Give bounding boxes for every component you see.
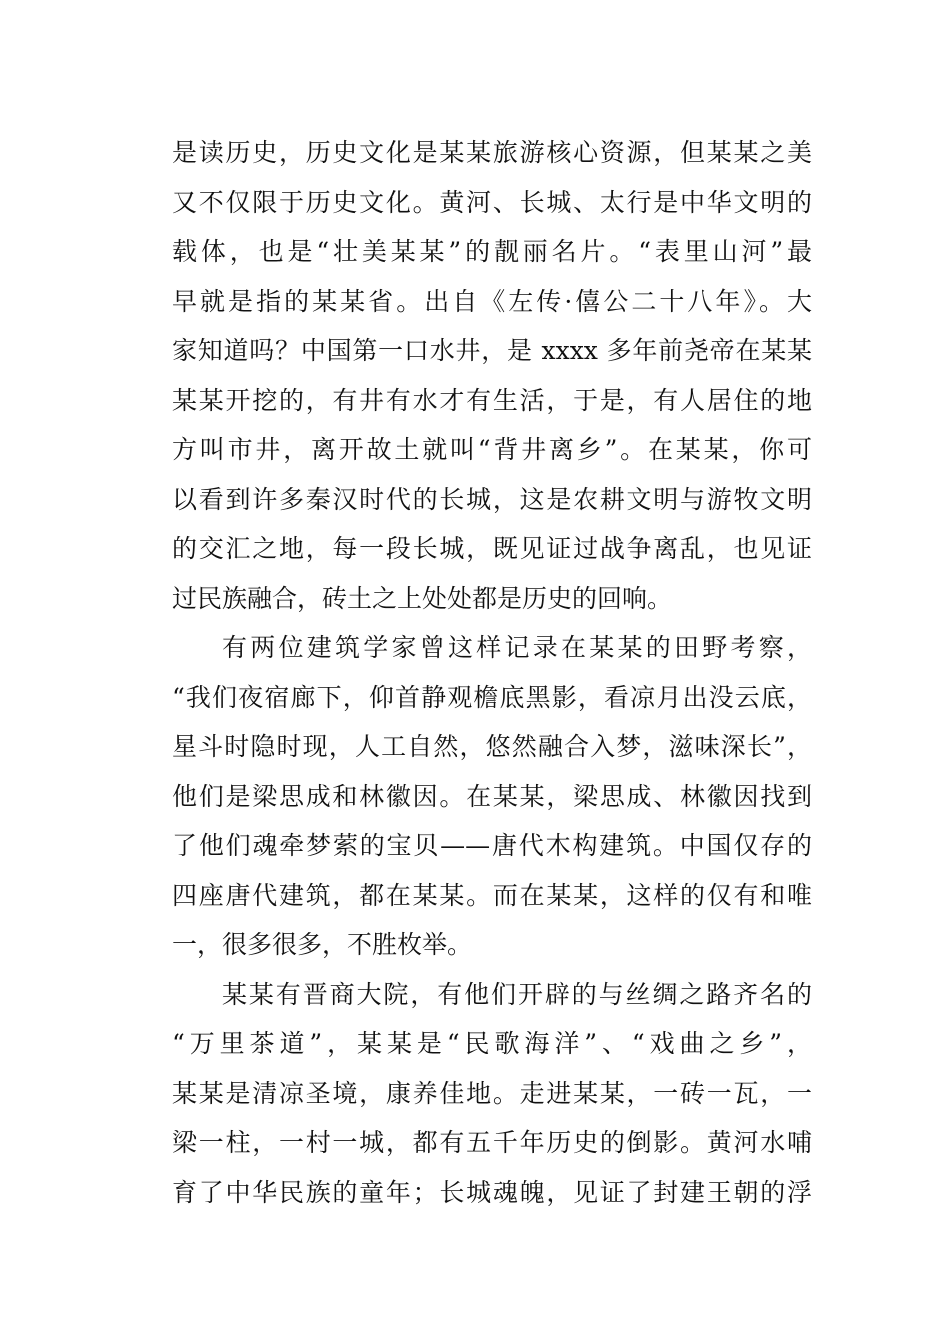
text-line: 有两位建筑学家曾这样记录在某某的田野考察，: [222, 633, 812, 662]
text-line: 早就是指的某某省。出自《左传·僖公二十八年》。大: [172, 286, 812, 316]
text-line: 了他们魂牵梦萦的宝贝——唐代木构建筑。中国仅存的: [172, 831, 812, 860]
text-line: 是读历史，历史文化是某某旅游核心资源，但某某之美: [172, 138, 812, 167]
text-line: 又不仅限于历史文化。黄河、长城、太行是中华文明的: [172, 187, 812, 217]
text-line: 一，很多很多，不胜枚举。: [172, 930, 473, 959]
text-line: 四座唐代建筑，都在某某。而在某某，这样的仅有和唯: [172, 880, 812, 910]
text-line: 方叫市井，离开故土就叫“背井离乡”。在某某，你可: [172, 435, 812, 464]
text-line: 家知道吗？中国第一口水井，是 xxxx 多年前尧帝在某某: [172, 336, 812, 365]
text-line: 以看到许多秦汉时代的长城，这是农耕文明与游牧文明: [172, 484, 812, 514]
document-body: [172, 128, 812, 1217]
text-line: 梁一柱，一村一城，都有五千年历史的倒影。黄河水哺: [172, 1128, 812, 1157]
text-line: 育了中华民族的童年；长城魂魄，见证了封建王朝的浮: [172, 1177, 812, 1207]
text-line: 载体，也是“壮美某某”的靓丽名片。“表里山河”最: [172, 237, 812, 266]
text-line: “万里茶道”，某某是“民歌海洋”、“戏曲之乡”，: [172, 1029, 812, 1058]
text-line: 的交汇之地，每一段长城，既见证过战争离乱，也见证: [172, 534, 812, 563]
text-line: 某某是清凉圣境，康养佳地。走进某某，一砖一瓦，一: [172, 1078, 812, 1108]
text-line: “我们夜宿廊下，仰首静观檐底黑影，看凉月出没云底，: [172, 682, 812, 712]
text-line: 过民族融合，砖土之上处处都是历史的回响。: [172, 583, 673, 613]
text-line: 某某开挖的，有井有水才有生活，于是，有人居住的地: [172, 385, 812, 415]
text-line: 某某有晋商大院，有他们开辟的与丝绸之路齐名的: [222, 979, 812, 1009]
text-line: 星斗时隐时现，人工自然，悠然融合入梦，滋味深长”，: [172, 732, 812, 761]
text-line: 他们是梁思成和林徽因。在某某，梁思成、林徽因找到: [172, 781, 812, 811]
